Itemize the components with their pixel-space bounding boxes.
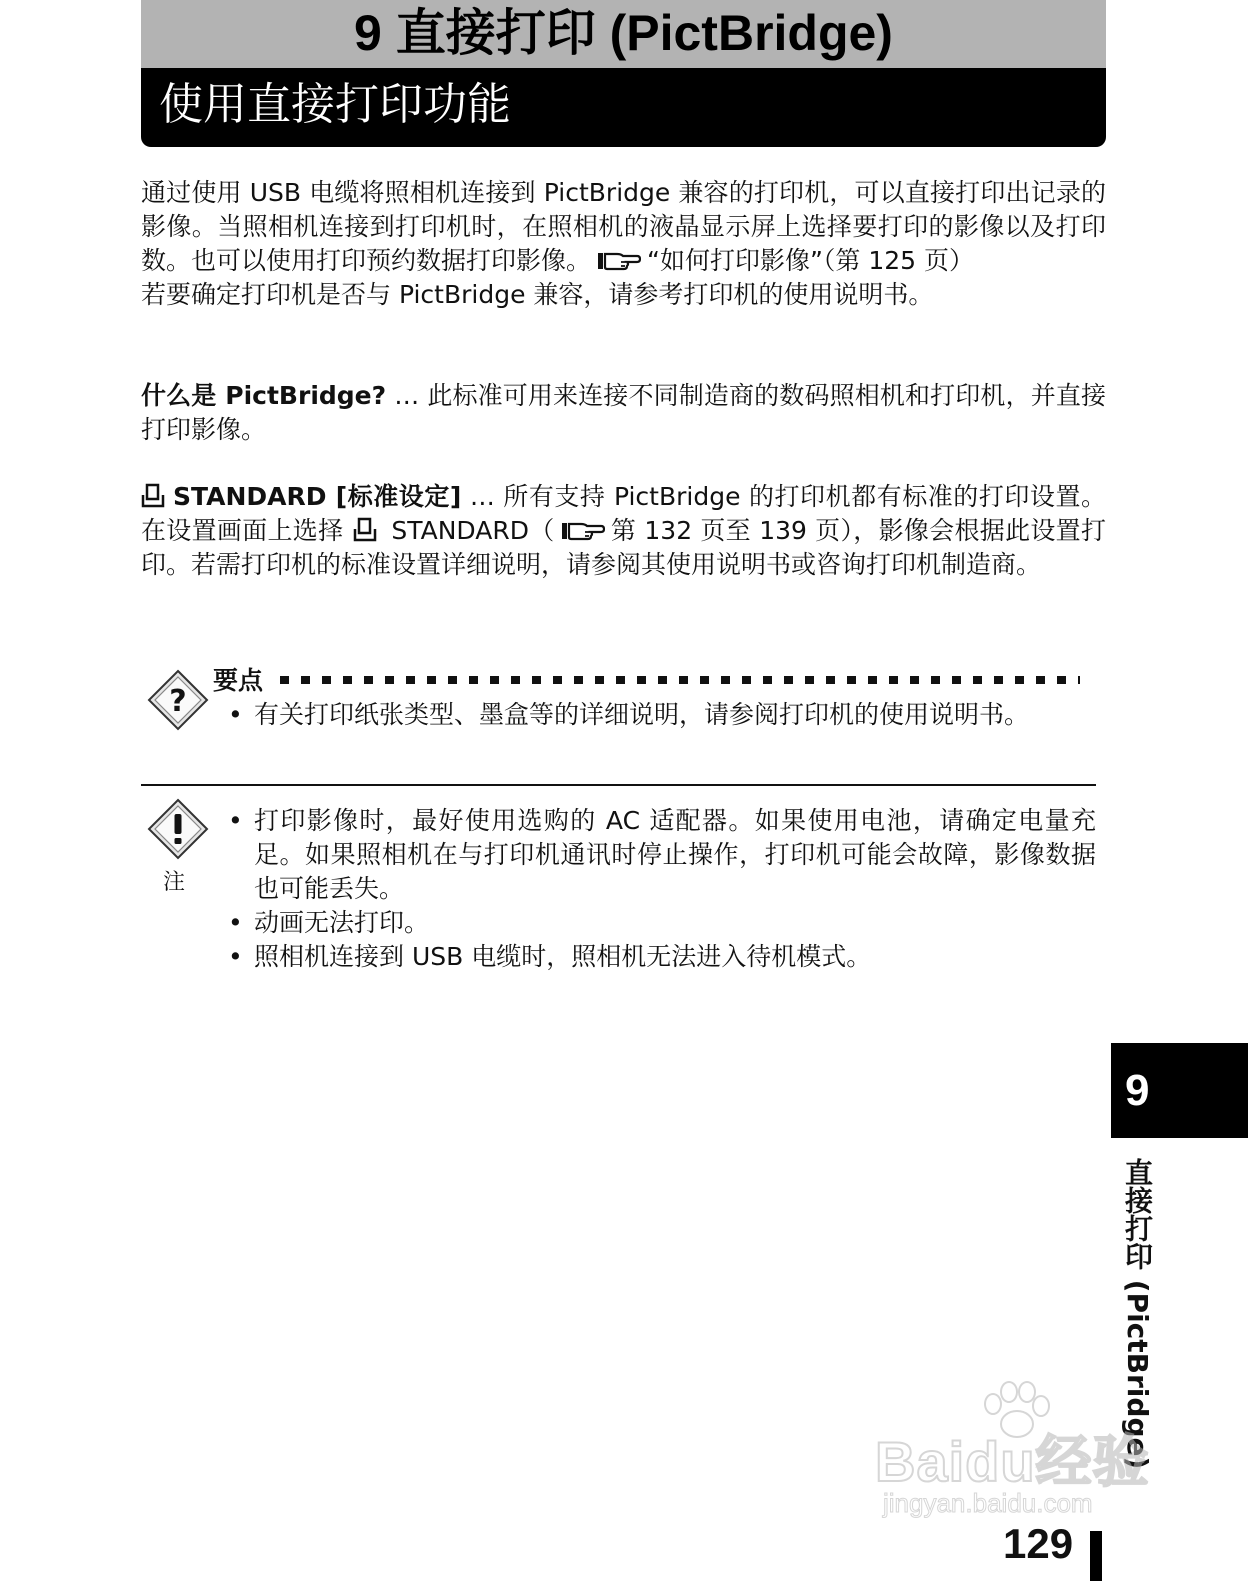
svg-text:?: ? (169, 684, 187, 719)
tip-list (226, 698, 1076, 732)
tip-question-icon (146, 668, 210, 732)
definition-paragraph (141, 379, 1106, 447)
definition-term: 什么是 PictBridge? (141, 381, 387, 410)
chapter-tab[interactable]: 9 (1111, 1043, 1248, 1138)
intro-text: 通过使用 USB 电缆将照相机连接到 PictBridge 兼容的打印机，可以直接打印出记录的影像。当照相机连接到打印机时，在照相机的液晶显示屏上选择要打印的影像以及打印数。也可以使用打印预约数据打印影像。 (141, 178, 1106, 275)
standard-ref: 第 132 页至 139 页），影像会根据此设置打印。若需打印机的标准设置详细说明，请参阅其使用说明书或咨询打印机制造商。 (141, 516, 1106, 579)
list-item: • 有关打印纸张类型、墨盒等的详细说明，请参阅打印机的使用说明书。 (226, 698, 1076, 732)
divider (141, 784, 1096, 786)
intro-ref: “如何打印影像”（第 125 页） (647, 246, 975, 275)
definition-text: … 此标准可用来连接不同制造商的数码照相机和打印机，并直接打印影像。 (141, 381, 1106, 444)
watermark (875, 1380, 1170, 1530)
pointer-hand-icon (597, 247, 641, 269)
tip-dotted-divider (280, 676, 1080, 684)
list-item: • 动画无法打印。 (226, 906, 1096, 940)
intro-paragraph (141, 176, 1106, 312)
standard-term: STANDARD [标准设定] (173, 482, 462, 511)
page-number: 129 (1003, 1520, 1074, 1567)
note-label: 注 (163, 870, 186, 895)
watermark-brand: Baidu经验 (875, 1430, 1150, 1493)
tip-title: 要点 (213, 666, 264, 695)
standard-text: … 所有支持 PictBridge 的打印机都有标准的打印设置。在设置画面上选择 (141, 482, 1107, 545)
note-list (226, 804, 1096, 974)
caution-exclamation-icon (146, 797, 210, 861)
list-item: • 照相机连接到 USB 电缆时，照相机无法进入待机模式。 (226, 940, 1096, 974)
section-title: 使用直接打印功能 (141, 68, 1106, 147)
pointer-hand-icon (561, 517, 605, 539)
printer-icon-inline (353, 517, 377, 543)
standard-paragraph (141, 480, 1106, 582)
printer-icon (141, 483, 165, 509)
compat-text: 若要确定打印机是否与 PictBridge 兼容，请参考打印机的使用说明书。 (141, 280, 934, 309)
chapter-title: 9 直接打印 (PictBridge) (141, 0, 1106, 68)
standard-option: STANDARD（ (391, 516, 555, 545)
list-item: • 打印影像时，最好使用选购的 AC 适配器。如果使用电池，请确定电量充足。如果照相机在与打印机通讯时停止操作，打印机可能会故障，影像数据也可能丢失。 (226, 804, 1096, 906)
watermark-url: jingyan.baidu.com (883, 1488, 1093, 1518)
chapter-tab-label: 直接打印 (PictBridge) (1121, 1158, 1154, 1470)
page-marker (1090, 1531, 1102, 1581)
